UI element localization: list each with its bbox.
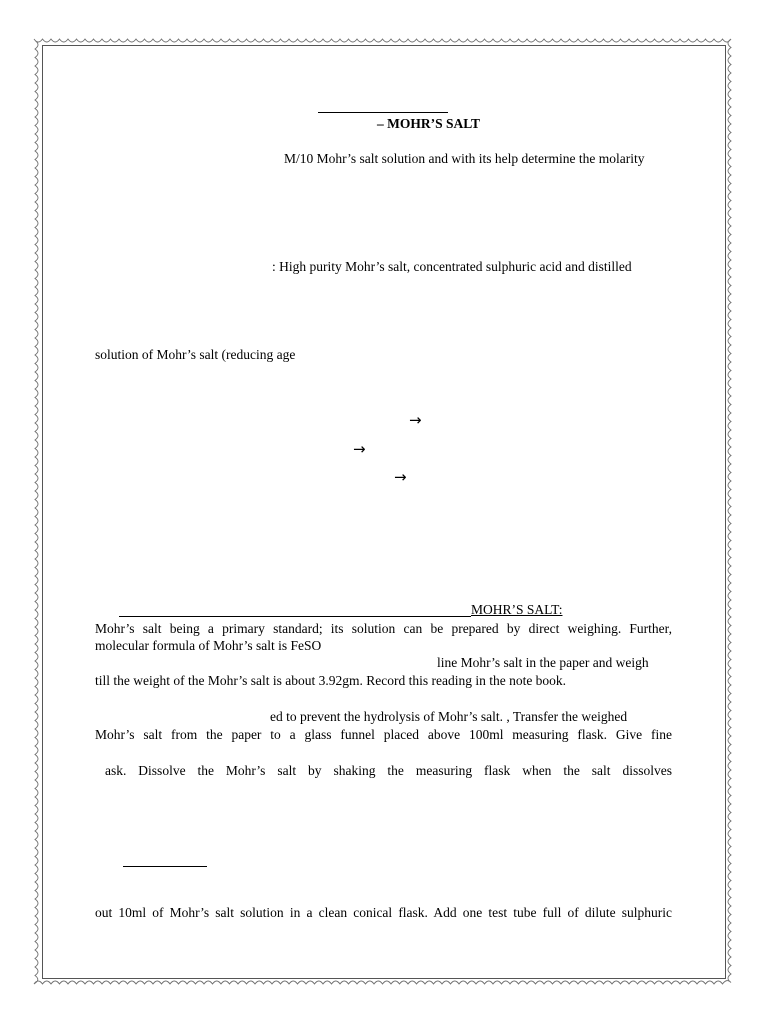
procedure-line-7: ask. Dissolve the Mohr’s salt by shaking the measuring flask when the salt dissolves bbox=[105, 763, 672, 778]
procedure-line-3: line Mohr’s salt in the paper and weigh bbox=[437, 655, 649, 670]
title-blank-rule bbox=[318, 112, 448, 113]
reaction-arrow-1: → bbox=[409, 411, 422, 429]
procedure-line-6: Mohr’s salt from the paper to a glass funnel placed above 100ml measuring flask. Give fine bbox=[95, 727, 672, 742]
procedure-line-2: molecular formula of Mohr’s salt is FeSO bbox=[95, 638, 322, 653]
page-frame bbox=[42, 45, 726, 979]
reaction-arrow-2: → bbox=[353, 440, 366, 458]
procedure-line-5: ed to prevent the hydrolysis of Mohr’s salt. , Transfer the weighed bbox=[270, 709, 628, 724]
section-blank-rule bbox=[123, 866, 207, 867]
preparation-heading: MOHR’S SALT: bbox=[471, 602, 563, 617]
page-title: – MOHR’S SALT bbox=[377, 116, 481, 131]
heading-blank-rule bbox=[119, 616, 471, 617]
procedure-line-1: Mohr’s salt being a primary standard; its solution can be prepared by direct weighing. Further, bbox=[95, 621, 672, 636]
titration-line: out 10ml of Mohr’s salt solution in a clean conical flask. Add one test tube full of dilute sulphuric bbox=[95, 905, 672, 920]
reaction-arrow-3: → bbox=[394, 468, 407, 486]
theory-line: solution of Mohr’s salt (reducing age bbox=[95, 347, 296, 362]
procedure-line-4: till the weight of the Mohr’s salt is about 3.92gm. Record this reading in the note book. bbox=[95, 673, 567, 688]
materials-line: : High purity Mohr’s salt, concentrated sulphuric acid and distilled bbox=[272, 259, 632, 274]
aim-line: M/10 Mohr’s salt solution and with its help determine the molarity bbox=[284, 151, 645, 166]
